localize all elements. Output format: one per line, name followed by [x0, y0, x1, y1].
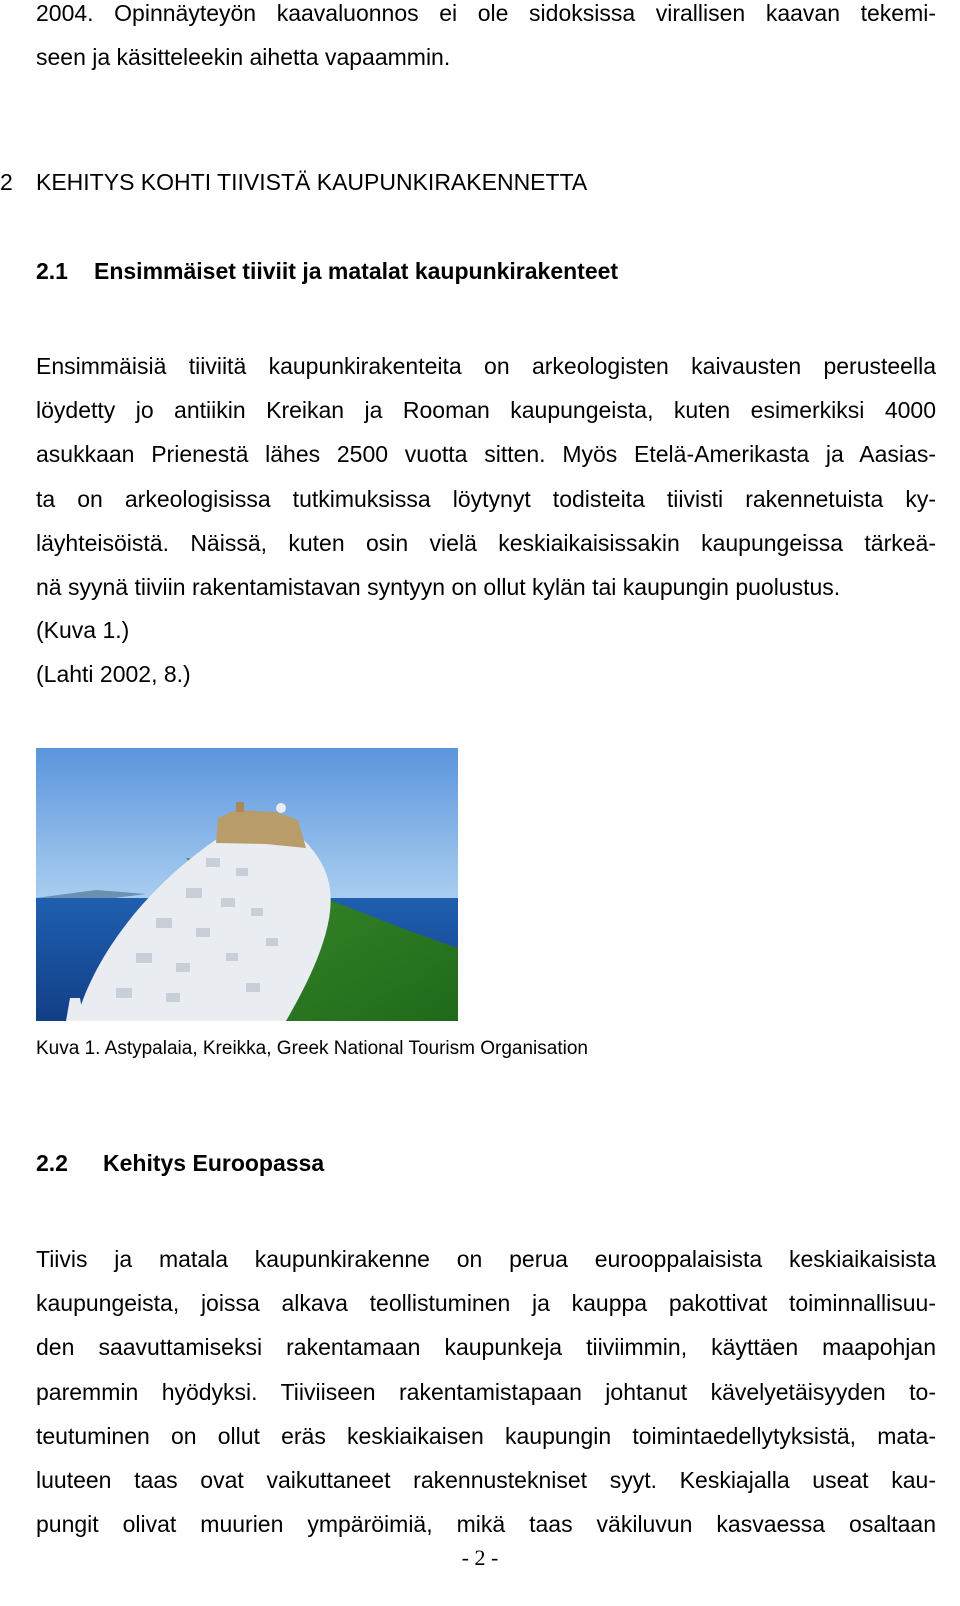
text-line: läyhteisöistä. Näissä, kuten osin vielä keskiaikaisissakin kaupungeissa tärkeä-: [36, 529, 936, 556]
figure-reference: [36, 608, 936, 652]
section-heading-2-1: [36, 258, 618, 285]
text-line: kaupungeista, joissa alkava teollistuminen ja kauppa pakottivat toiminnallisuu-: [36, 1290, 936, 1317]
intro-paragraph: [36, 0, 936, 79]
section-title: Kehitys Euroopassa: [103, 1150, 325, 1176]
source-reference: [36, 652, 936, 696]
section-number: 2.1: [36, 258, 68, 284]
figure-caption: Kuva 1. Astypalaia, Kreikka, Greek National Tourism Organisation: [36, 1038, 588, 1059]
text-line: ta on arkeologisissa tutkimuksissa löytynyt todisteita tiivisti rakennetuista ky-: [36, 485, 936, 512]
section-title: KEHITYS KOHTI TIIVISTÄ KAUPUNKIRAKENNETTA: [36, 169, 588, 195]
section-title: Ensimmäiset tiiviit ja matalat kaupunkirakenteet: [94, 258, 619, 284]
section-heading-2-2: [36, 1150, 324, 1177]
text-line: 2004. Opinnäyteyön kaavaluonnos ei ole sidoksissa virallisen kaavan tekemi-: [36, 0, 936, 26]
text-line: luuteen taas ovat vaikuttaneet rakennustekniset syyt. Keskiajalla useat kau-: [36, 1467, 936, 1494]
text-line: löydetty jo antiikin Kreikan ja Rooman kaupungeista, kuten esimerkiksi 4000: [36, 397, 936, 424]
text-line: teutuminen on ollut eräs keskiaikaisen kaupungin toimintaedellytyksistä, mata-: [36, 1422, 936, 1449]
text-line: (Lahti 2002, 8.): [36, 661, 191, 687]
page-number: - 2 -: [461, 1545, 499, 1570]
text-line: seen ja käsitteleekin aihetta vapaammin.: [36, 44, 451, 71]
text-line: asukkaan Prienestä lähes 2500 vuotta sitten. Myös Etelä-Amerikasta ja Aasias-: [36, 441, 936, 468]
text-line: Tiivis ja matala kaupunkirakenne on perua eurooppalaisista keskiaikaisista: [36, 1246, 936, 1272]
section-heading-2: [0, 169, 587, 196]
text-line: Ensimmäisiä tiiviitä kaupunkirakenteita on arkeologisten kaivausten perusteella: [36, 353, 936, 379]
text-line: paremmin hyödyksi. Tiiviiseen rakentamistapaan johtanut kävelyetäisyyden to-: [36, 1378, 936, 1405]
body-paragraph-2: [36, 1237, 936, 1546]
hilltown-photo: [36, 748, 458, 1021]
section-number: 2.2: [36, 1150, 68, 1176]
section-number: 2: [0, 169, 13, 195]
text-line: nä syynä tiiviin rakentamistavan syntyyn on ollut kylän tai kaupungin puolustus.: [36, 574, 841, 601]
figure-photo-astypalaia: [36, 748, 458, 1021]
body-paragraph-1: [36, 344, 936, 609]
text-line: den saavuttamiseksi rakentamaan kaupunkeja tiiviimmin, käyttäen maapohjan: [36, 1334, 936, 1361]
text-line: pungit olivat muurien ympäröimiä, mikä taas väkiluvun kasvaessa osaltaan: [36, 1511, 936, 1538]
text-line: (Kuva 1.): [36, 617, 130, 643]
